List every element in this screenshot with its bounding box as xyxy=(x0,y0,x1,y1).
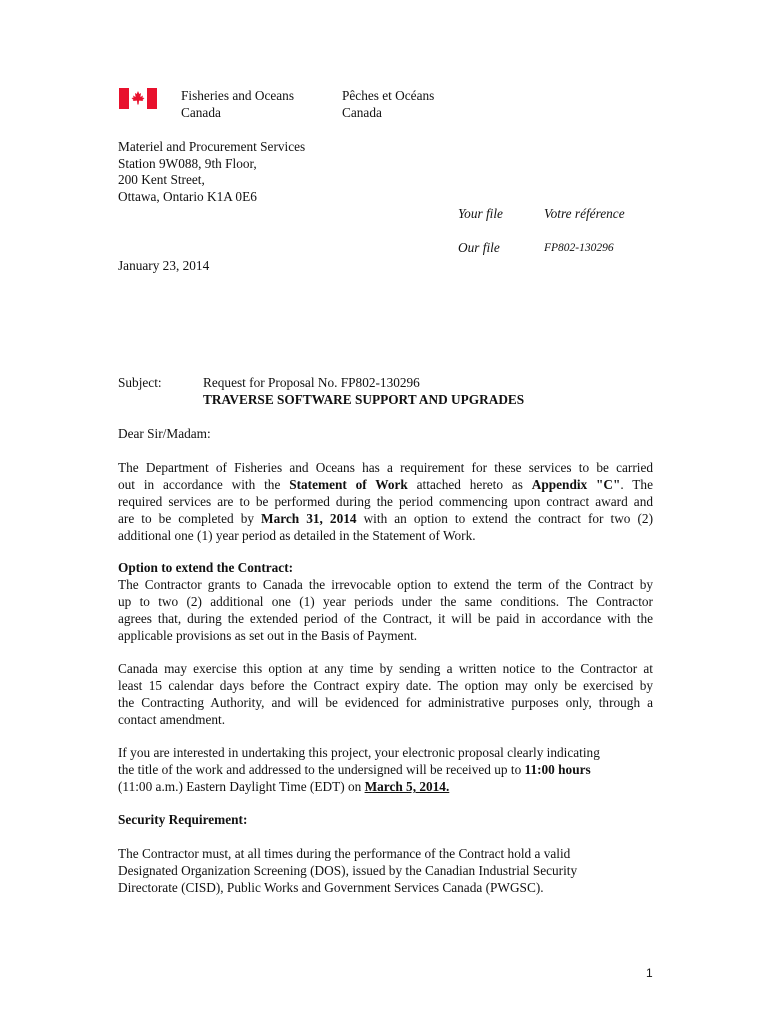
text-run: (11:00 a.m.) Eastern Daylight Time (EDT) on xyxy=(118,779,365,794)
text-line: agrees that, during the extended period of the Contract, it will be paid in accordance with the xyxy=(118,611,653,626)
option-heading: Option to extend the Contract: xyxy=(118,560,294,575)
dept-en-line2: Canada xyxy=(181,104,221,120)
subject-text xyxy=(203,375,524,408)
our-file-value: FP802-130296 xyxy=(544,242,614,254)
our-file-label: Our file xyxy=(458,240,500,255)
paragraph-submission xyxy=(118,744,600,795)
text-line xyxy=(118,476,653,493)
department-name-en xyxy=(181,88,294,121)
paragraph-exercise-option xyxy=(118,660,653,728)
text-line: contact amendment. xyxy=(118,712,226,727)
text-line xyxy=(118,510,653,527)
address-line: Materiel and Procurement Services xyxy=(118,139,306,154)
address-line: Station 9W088, 9th Floor, xyxy=(118,155,257,171)
text-line xyxy=(118,778,600,795)
text-line: the Contracting Authority, and will be evidenced for administrative purposes only, through a xyxy=(118,695,653,710)
subject-line1: Request for Proposal No. FP802-130296 xyxy=(203,375,420,390)
text-line: The Contractor must, at all times during the performance of the Contract hold a valid xyxy=(118,846,571,861)
text-run: out in accordance with the xyxy=(118,477,290,492)
text-run: the title of the work and addressed to the undersigned will be received up to xyxy=(118,762,525,777)
text-line: least 15 calendar days before the Contract expiry date. The option may only be exercised by xyxy=(118,678,653,693)
text-line: Designated Organization Screening (DOS), issued by the Canadian Industrial Security xyxy=(118,863,578,878)
text-line: required services are to be performed during the period commencing upon contract award and xyxy=(118,494,653,509)
address-line: 200 Kent Street, xyxy=(118,172,205,188)
appendix-ref: Appendix "C" xyxy=(531,477,621,492)
address-line: Ottawa, Ontario K1A 0E6 xyxy=(118,188,257,204)
sender-address xyxy=(118,139,305,205)
text-line: additional one (1) year period as detailed in the Statement of Work. xyxy=(118,528,476,543)
department-name-fr xyxy=(342,88,434,121)
subject-label: Subject: xyxy=(118,375,162,390)
text-line: applicable provisions as set out in the Basis of Payment. xyxy=(118,628,418,643)
paragraph-option xyxy=(118,559,653,644)
dept-fr-line2: Canada xyxy=(342,104,382,120)
canada-flag-icon xyxy=(119,88,157,109)
text-run: are to be completed by xyxy=(118,511,262,526)
text-line: Directorate (CISD), Public Works and Government Services Canada (PWGSC). xyxy=(118,880,544,895)
dept-en-line1: Fisheries and Oceans xyxy=(181,88,294,103)
paragraph-requirement xyxy=(118,459,653,544)
text-line: Canada may exercise this option at any time by sending a written notice to the Contractor at xyxy=(118,661,653,676)
completion-date: March 31, 2014 xyxy=(261,511,357,526)
security-heading: Security Requirement: xyxy=(118,812,248,827)
votre-reference-label: Votre référence xyxy=(544,206,625,221)
closing-time: 11:00 hours xyxy=(524,762,591,777)
text-line: The Contractor grants to Canada the irrevocable option to extend the term of the Contract by xyxy=(118,577,653,592)
page-number: 1 xyxy=(646,966,653,980)
text-line: up to two (2) additional one (1) year periods under the same conditions. The Contractor xyxy=(118,594,653,609)
your-file-label: Your file xyxy=(458,206,503,221)
salutation: Dear Sir/Madam: xyxy=(118,426,211,441)
closing-date: March 5, 2014. xyxy=(364,779,450,794)
statement-of-work-ref: Statement of Work xyxy=(289,477,408,492)
paragraph-security xyxy=(118,845,577,896)
text-line: If you are interested in undertaking this project, your electronic proposal clearly indicating xyxy=(118,745,600,760)
text-run: attached hereto as xyxy=(407,477,532,492)
subject-title: TRAVERSE SOFTWARE SUPPORT AND UPGRADES xyxy=(203,391,525,407)
text-line xyxy=(118,761,600,778)
text-line: The Department of Fisheries and Oceans has a requirement for these services to be carried xyxy=(118,460,653,475)
dept-fr-line1: Pêches et Océans xyxy=(342,88,435,103)
letter-date: January 23, 2014 xyxy=(118,258,210,273)
text-run: . The xyxy=(620,477,653,492)
text-run: with an option to extend the contract for two (2) xyxy=(356,511,653,526)
